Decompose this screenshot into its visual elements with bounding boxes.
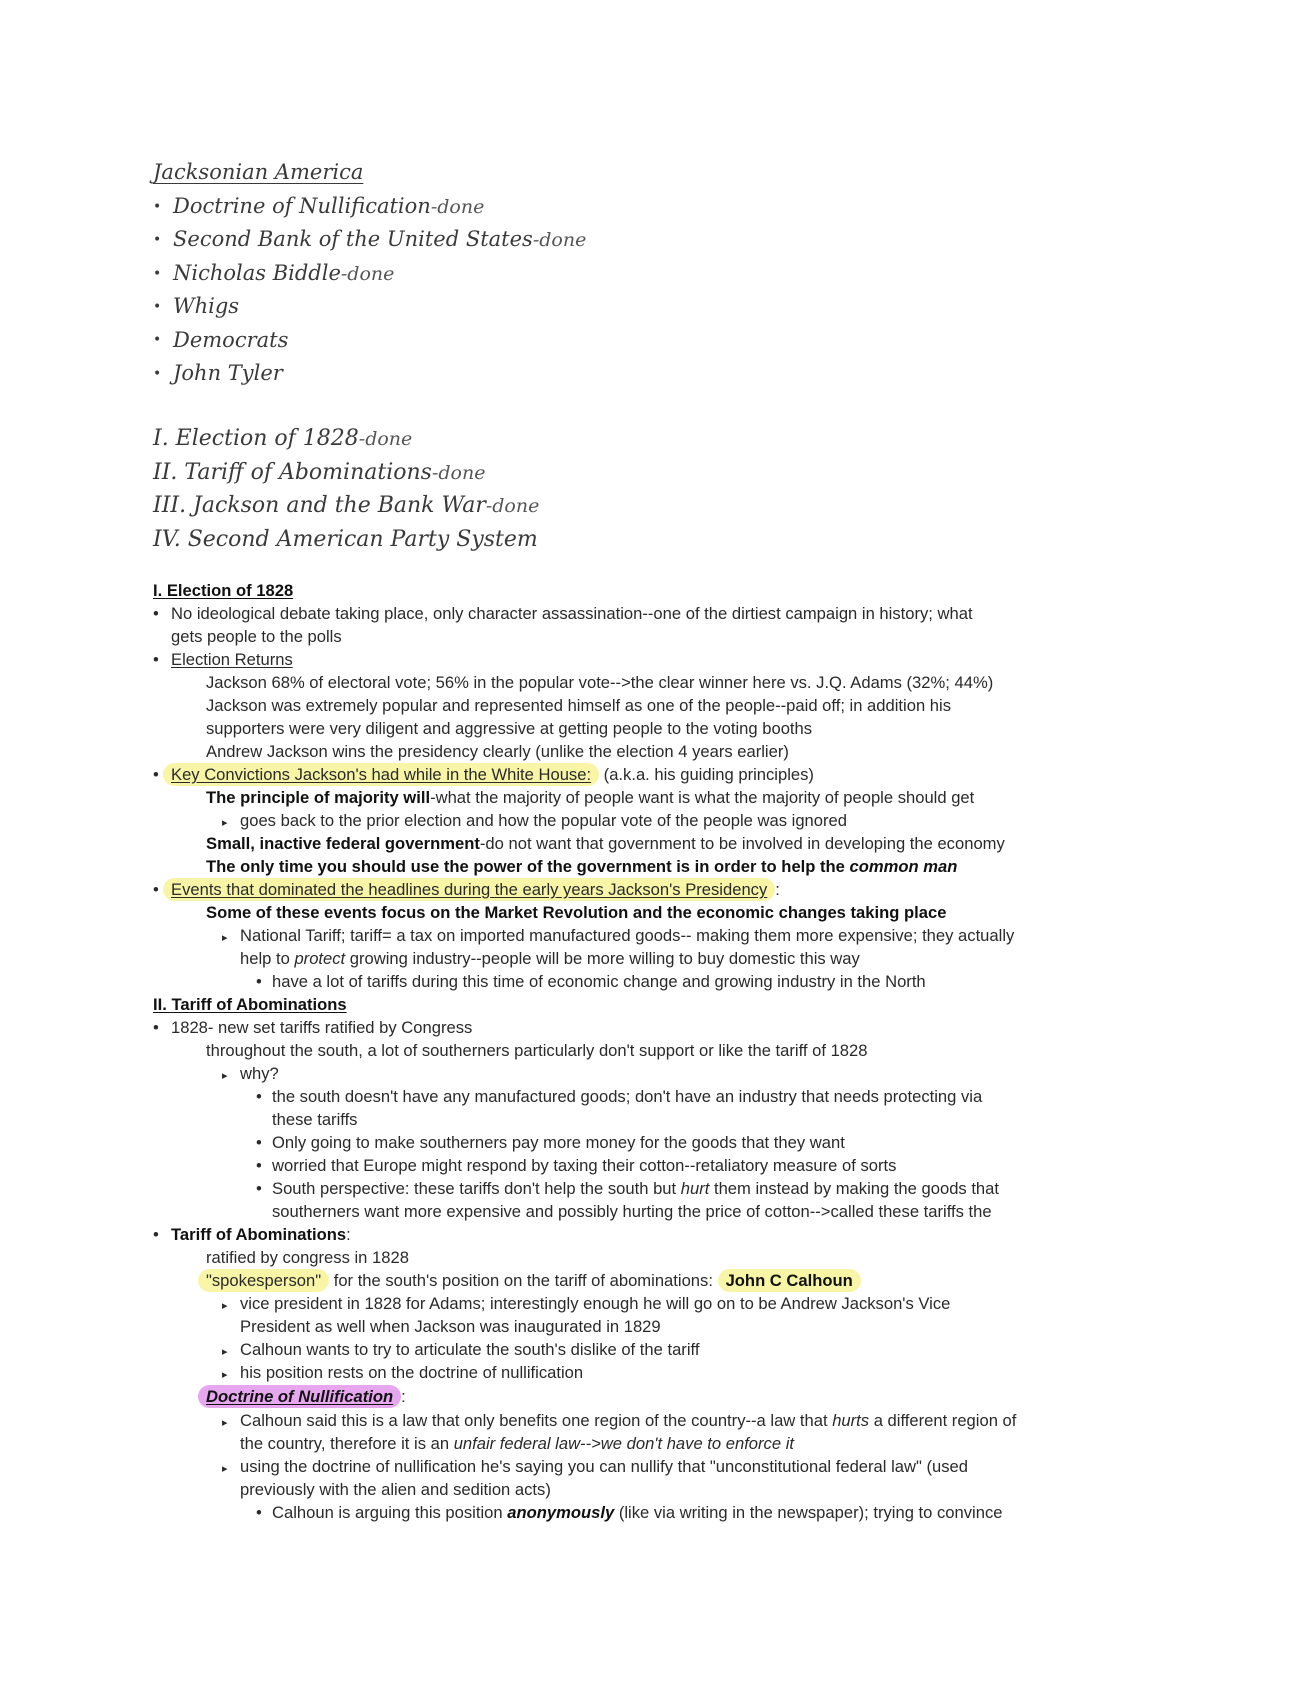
sub-list-item: ▸ goes back to the prior election and how the popular vote of the people was ignored [222,811,847,833]
sub-sub-list-item-continued: southerners want more expensive and possibly hurting the price of cotton-->called these tariffs the [272,1202,992,1221]
list-item: • No ideological debate taking place, only character assassination--one of the dirtiest campaign in history; what [153,604,973,623]
text-line: Small, inactive federal government-do not want that government to be involved in developing the economy [206,834,1005,853]
bullet-icon: • [256,972,262,991]
sub-list-item: ▸ using the doctrine of nullification he's saying you can nullify that "unconstitutional federal law" (used [222,1457,968,1479]
highlight-doctrine-of-nullification: Doctrine of Nullification [198,1385,401,1408]
outline-list [153,422,539,556]
sub-list-item: ▸ his position rests on the doctrine of nullification [222,1363,583,1385]
text-line: "spokesperson" for the south's position on the tariff of abominations: John C Calhoun [206,1271,861,1291]
list-item: • Election Returns [153,650,293,669]
highlight-events: Events that dominated the headlines during the early years Jackson's Presidency [163,878,775,901]
outline-item: IV. Second American Party System [153,526,538,552]
highlight-spokesperson: "spokesperson" [198,1269,329,1292]
text-line: Doctrine of Nullification : [206,1387,406,1407]
bullet-icon: • [256,1503,262,1522]
section-heading-election: I. Election of 1828 [153,581,294,600]
bullet-icon: ▸ [222,1070,228,1082]
bullet-icon: ▸ [222,1346,228,1358]
sub-list-item: ▸ Calhoun said this is a law that only benefits one region of the country--a law that hurts a different region of [222,1411,1016,1433]
bullet-icon: • [256,1087,262,1106]
topic-item: • Doctrine of Nullification-done [153,190,586,223]
text-line: throughout the south, a lot of southerners particularly don't support or like the tariff of 1828 [206,1041,868,1060]
bullet-icon: • [153,232,162,249]
sub-sub-list-item: • Calhoun is arguing this position anonymously (like via writing in the newspaper); trying to convince [256,1503,1003,1522]
bullet-icon: • [153,604,159,623]
sub-sub-list-item: • Only going to make southerners pay more money for the goods that they want [256,1133,845,1152]
sub-sub-list-item: • South perspective: these tariffs don't help the south but hurt them instead by making the goods that [256,1179,1000,1198]
list-item: • 1828- new set tariffs ratified by Congress [153,1018,473,1037]
sub-list-item: ▸ Calhoun wants to try to articulate the south's dislike of the tariff [222,1340,699,1362]
bullet-icon: • [256,1179,262,1198]
bullet-icon: • [153,1225,159,1244]
sub-list-item: ▸ vice president in 1828 for Adams; interestingly enough he will go on to be Andrew Jackson's Vice [222,1294,950,1316]
text-line: supporters were very diligent and aggressive at getting people to the voting booths [206,719,813,738]
highlight-key-convictions: Key Convictions Jackson's had while in the White House: [163,763,599,786]
bullet-icon: • [256,1156,262,1175]
bullet-icon: • [153,1018,159,1037]
list-item: • Key Convictions Jackson's had while in the White House: (a.k.a. his guiding principles) [153,765,814,784]
sub-list-item-continued: President as well when Jackson was inaugurated in 1829 [240,1317,661,1336]
bullet-icon: • [153,198,162,215]
text-line: Jackson 68% of electoral vote; 56% in the popular vote-->the clear winner here vs. J.Q. Adams (32%; 44%) [206,673,994,692]
sub-list-item-continued: help to protect growing industry--people will be more willing to buy domestic this way [240,949,860,968]
outline-item: II. Tariff of Abominations-done [153,459,486,485]
bullet-icon: • [153,765,159,784]
bullet-icon: • [153,298,162,315]
bullet-icon: ▸ [222,932,228,944]
sub-list-item: ▸ National Tariff; tariff= a tax on imported manufactured goods-- making them more expensive; they actually [222,926,1014,948]
text-line: Jackson was extremely popular and represented himself as one of the people--paid off; in addition his [206,696,952,715]
list-item: • Events that dominated the headlines during the early years Jackson's Presidency : [153,880,780,899]
highlight-john-calhoun: John C Calhoun [718,1269,861,1292]
topic-item: • Whigs [153,290,586,323]
outline-item: III. Jackson and the Bank War-done [153,493,540,519]
topic-item: • John Tyler [153,357,586,390]
sub-sub-list-item: • have a lot of tariffs during this time of economic change and growing industry in the North [256,972,926,991]
sub-sub-list-item-continued: these tariffs [272,1110,358,1129]
bullet-icon: • [256,1133,262,1152]
text-line: Andrew Jackson wins the presidency clearly (unlike the election 4 years earlier) [206,742,789,761]
text-line: Some of these events focus on the Market Revolution and the economic changes taking place [206,903,947,922]
section-heading-tariff: II. Tariff of Abominations [153,995,347,1014]
list-item: • Tariff of Abominations: [153,1225,351,1244]
bullet-icon: ▸ [222,1369,228,1381]
topic-item: • Nicholas Biddle-done [153,257,586,290]
topic-item: • Democrats [153,324,586,357]
text-line: The only time you should use the power of the government is in order to help the common man [206,857,958,876]
bullet-icon: • [153,650,159,669]
bullet-icon: • [153,265,162,282]
sub-list-item: ▸ why? [222,1064,279,1086]
topic-item: • Second Bank of the United States-done [153,223,586,256]
sub-sub-list-item: • worried that Europe might respond by taxing their cotton--retaliatory measure of sorts [256,1156,897,1175]
sub-sub-list-item: • the south doesn't have any manufactured goods; don't have an industry that needs protecting via [256,1087,983,1106]
list-item-continued: gets people to the polls [171,627,342,646]
text-line: ratified by congress in 1828 [206,1248,409,1267]
bullet-icon: ▸ [222,817,228,829]
sub-list-item-continued: the country, therefore it is an unfair federal law-->we don't have to enforce it [240,1434,794,1453]
topic-list [153,190,586,390]
outline-item: I. Election of 1828-done [153,426,413,451]
bullet-icon: ▸ [222,1463,228,1475]
bullet-icon: ▸ [222,1300,228,1312]
page-title: Jacksonian America [153,160,364,184]
sub-list-item-continued: previously with the alien and sedition acts) [240,1480,551,1499]
bullet-icon: ▸ [222,1417,228,1429]
bullet-icon: • [153,365,162,382]
bullet-icon: • [153,332,162,349]
text-line: The principle of majority will-what the majority of people want is what the majority of people should get [206,788,975,807]
bullet-icon: • [153,880,159,899]
